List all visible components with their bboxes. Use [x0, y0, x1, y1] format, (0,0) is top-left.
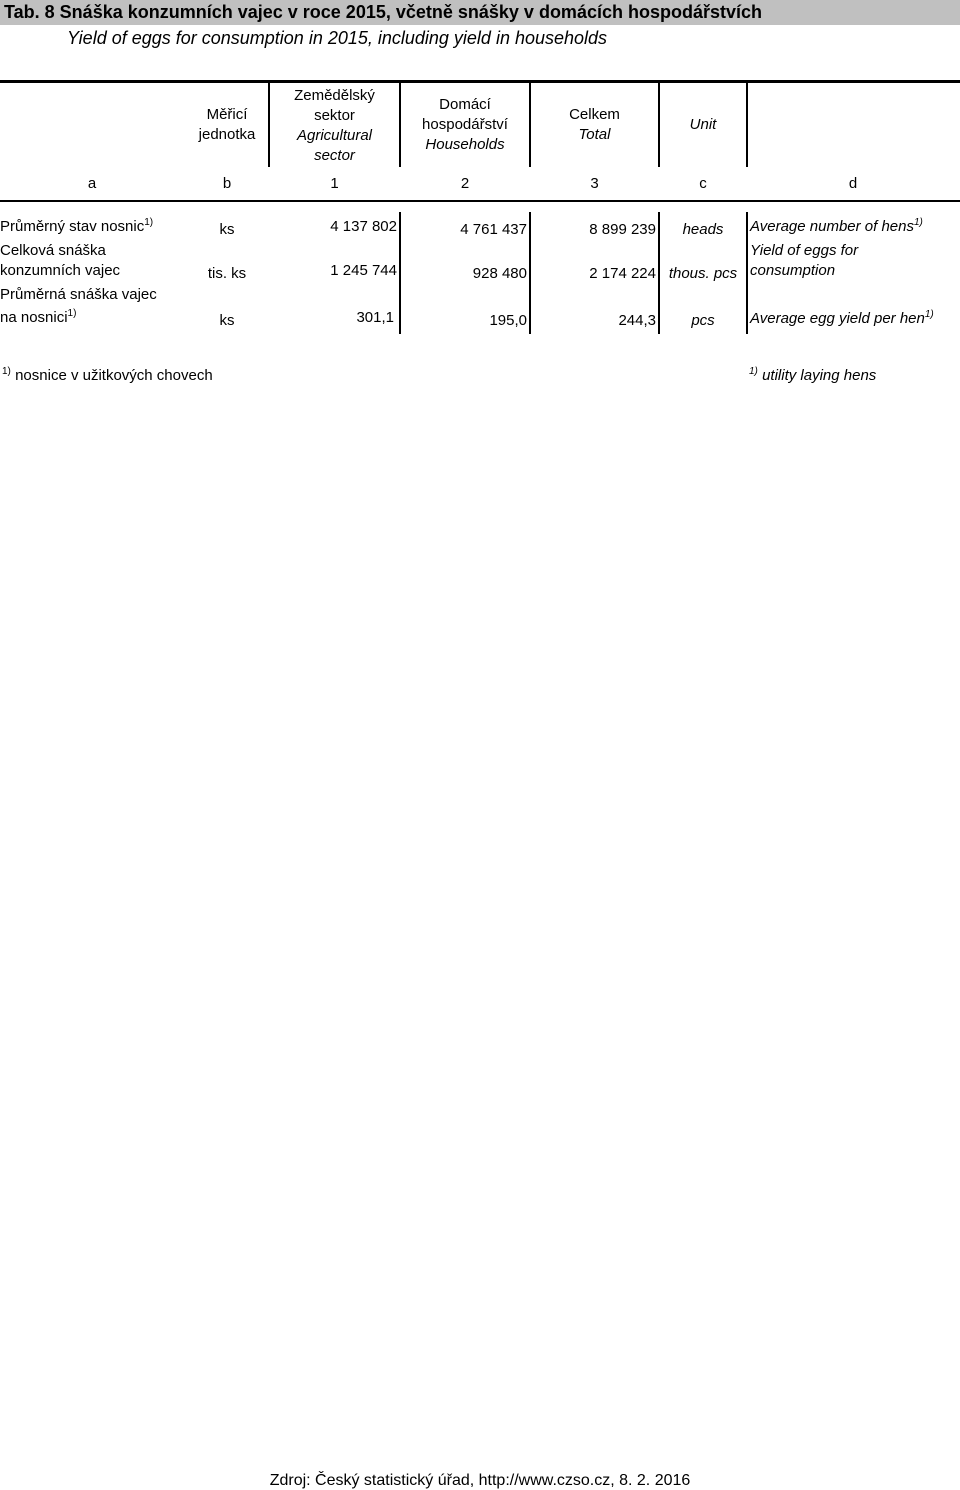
row-agri-value: 4 137 802: [330, 218, 397, 235]
row-total-value: 8 899 239: [589, 221, 656, 238]
footnote-mark: 1): [67, 308, 77, 319]
row-label-en-line1: Yield of eggs for: [750, 242, 859, 259]
table-row: [0, 241, 120, 281]
header-house: [401, 95, 529, 155]
footnote-en-text: utility laying hens: [762, 367, 877, 384]
row-label-line2: [0, 308, 157, 328]
table-row: [0, 285, 157, 328]
row-label-en: [750, 217, 923, 237]
header-total-line1: Celkem: [569, 106, 620, 123]
code-1: 1: [330, 175, 339, 192]
row-house-value: 928 480: [472, 265, 527, 282]
header-total: [531, 105, 658, 145]
table-title-en: Yield of eggs for consumption in 2015, including yield in households: [67, 28, 608, 48]
header-unit-cz: [186, 105, 268, 145]
header-unit-en: Unit: [689, 116, 717, 133]
header-agri-line1: Zemědělský: [294, 87, 375, 104]
row-total-value: 244,3: [618, 312, 656, 329]
row-unit: ks: [219, 221, 235, 238]
row-unit: tis. ks: [207, 265, 247, 282]
row-unit: ks: [219, 312, 235, 329]
row-unit-en: heads: [682, 221, 724, 238]
row-label-line2: konzumních vajec: [0, 262, 121, 279]
row-label-en: [750, 241, 858, 281]
footnote-mark-en: 1): [924, 309, 934, 320]
code-c: c: [699, 175, 707, 192]
row-label-en: [750, 309, 934, 329]
row-house-value: 4 761 437: [460, 221, 527, 238]
footnote-en-mark: 1): [749, 366, 758, 377]
header-house-line3: Households: [425, 136, 505, 153]
code-b: b: [222, 175, 232, 192]
header-unit-cz-line2: jednotka: [198, 126, 256, 143]
row-label-en-line1: Average number of hens: [750, 218, 914, 235]
source-note: Zdroj: Český statistický úřad, http://www.czso.cz, 8. 2. 2016: [269, 1472, 691, 1489]
code-3: 3: [590, 175, 599, 192]
header-agri-line2: sektor: [314, 107, 355, 124]
table-title-cz: Tab. 8 Snáška konzumních vajec v roce 2015, včetně snášky v domácích hospodářstvích: [0, 0, 960, 25]
col-divider-d: [746, 80, 748, 167]
code-a: a: [87, 175, 97, 192]
header-house-line1: Domácí: [439, 96, 491, 113]
code-d: d: [848, 175, 858, 192]
row-agri-value: 1 245 744: [330, 262, 397, 279]
header-bottom-border: [0, 200, 960, 202]
row-label-line1: Celková snáška: [0, 242, 106, 259]
footnote-cz: [2, 366, 213, 386]
footnote-mark: 1): [144, 217, 154, 228]
row-house-value: 195,0: [489, 312, 527, 329]
header-total-line2: Total: [578, 126, 611, 143]
header-agri-line3: Agricultural: [296, 127, 373, 144]
row-label: Průměrný stav nosnic: [0, 218, 145, 235]
row-agri-value: 301,1: [356, 309, 394, 326]
footnote-mark-en: 1): [914, 217, 923, 228]
header-unit-cz-line1: Měřicí: [206, 106, 248, 123]
row-total-value: 2 174 224: [589, 265, 656, 282]
row-unit-en: thous. pcs: [668, 265, 738, 282]
code-2: 2: [460, 175, 470, 192]
header-agri: [270, 86, 399, 166]
body-divider-unit: [746, 212, 748, 334]
header-agri-line4: sector: [314, 147, 355, 164]
footnote-en: [749, 366, 876, 386]
header-house-line2: hospodářství: [422, 116, 508, 133]
row-label-en-line1: Average egg yield per hen: [750, 310, 925, 327]
row-unit-en: pcs: [691, 312, 715, 329]
table-row: [0, 217, 153, 237]
footnote-cz-mark: 1): [2, 366, 11, 377]
row-label-line2-text: na nosnici: [0, 309, 68, 326]
header-top-border: [0, 80, 960, 83]
footnote-cz-text: nosnice v užitkových chovech: [15, 367, 213, 384]
row-label-line1: Průměrná snáška vajec: [0, 286, 157, 303]
row-label-en-line2: consumption: [750, 262, 836, 279]
